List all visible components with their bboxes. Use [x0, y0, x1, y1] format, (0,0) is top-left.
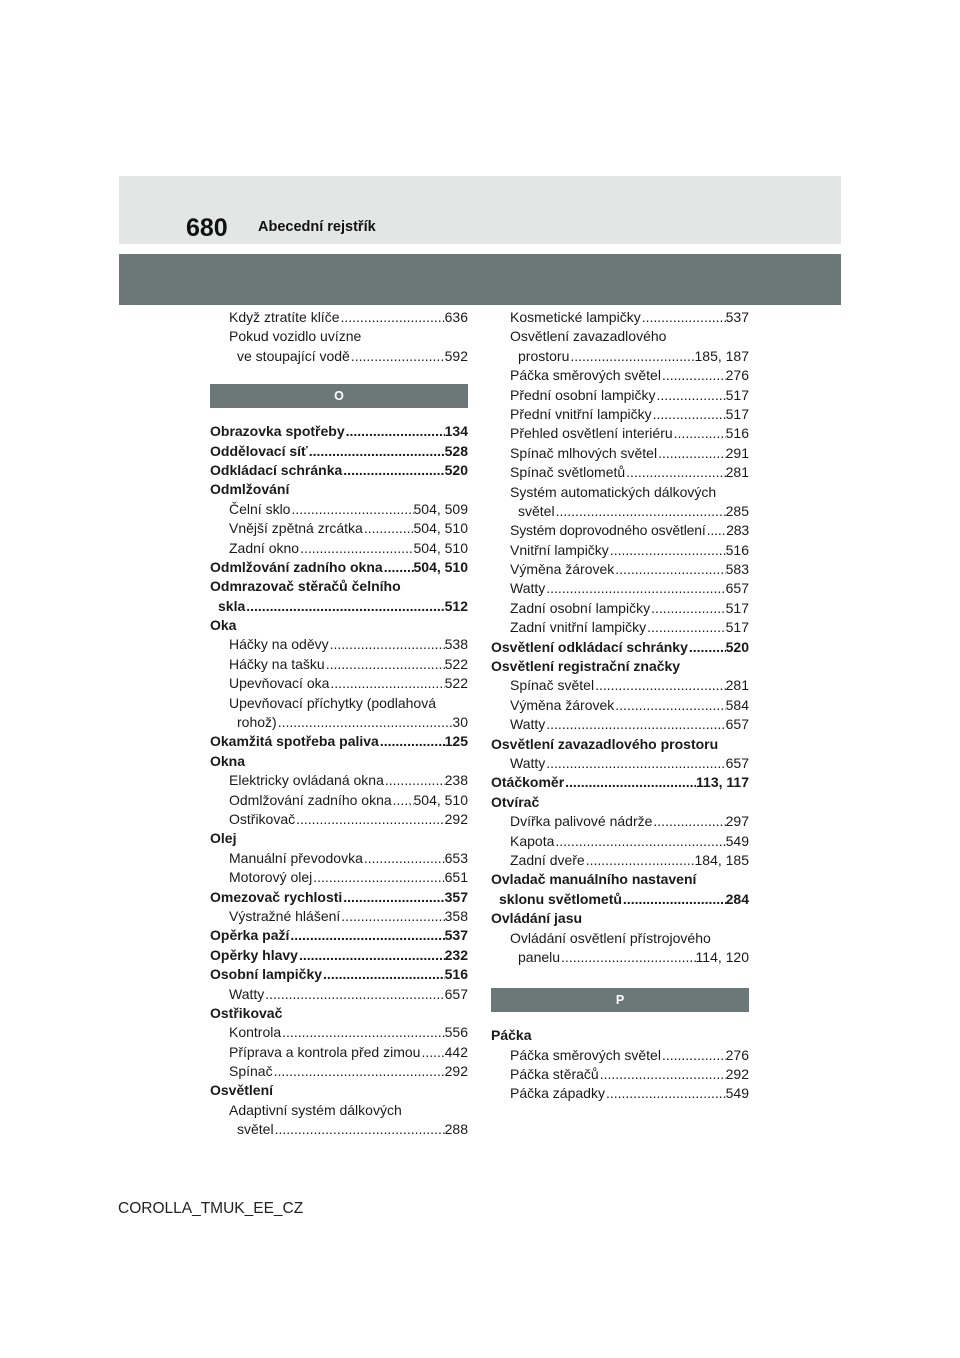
dot-leader [274, 1120, 445, 1139]
index-entry [491, 948, 749, 967]
entry-page-ref: 283 [726, 522, 749, 539]
entry-term: Omezovač rychlosti [210, 888, 343, 905]
dot-leader [363, 519, 414, 538]
index-entry [491, 424, 749, 443]
dot-leader [564, 773, 696, 792]
index-entry [210, 713, 468, 732]
entry-term: Dvířka palivové nádrže [510, 813, 653, 830]
entry-page-ref: 583 [725, 561, 749, 578]
entry-term: Okna [210, 752, 246, 769]
entry-term: Osvětlení odkládací schránky [491, 638, 688, 655]
entry-term: Odmlžování [210, 481, 290, 498]
dot-leader [688, 638, 726, 657]
entry-page-ref: 288 [444, 1121, 468, 1138]
entry-term: Otáčkoměr [491, 774, 565, 791]
entry-term: Vnější zpětná zrcátka [229, 520, 363, 537]
dot-leader [342, 461, 444, 480]
entry-page-ref: 284 [725, 890, 749, 907]
index-entry [210, 1004, 468, 1023]
entry-term: Odmlžování zadního okna [210, 558, 383, 575]
entry-page-ref: 549 [725, 1085, 749, 1102]
entry-page-ref: 516 [725, 425, 749, 442]
dot-leader [363, 849, 445, 868]
index-entry [491, 327, 749, 346]
entry-term: Watty [510, 580, 546, 597]
entry-term: prostoru [518, 347, 570, 364]
index-entry [491, 1065, 749, 1084]
entry-term: Odkládací schránka [210, 461, 343, 478]
right-entries-before [491, 308, 749, 967]
dot-leader [340, 907, 444, 926]
dot-leader [706, 521, 726, 540]
entry-term: Ostřikovač [210, 1004, 283, 1021]
index-entry [491, 521, 749, 540]
entry-term: Výstražné hlášení [229, 907, 341, 924]
index-entry [210, 597, 468, 616]
index-entry [210, 442, 468, 461]
entry-term: Watty [229, 985, 265, 1002]
index-entry [210, 308, 468, 327]
dot-leader [273, 1062, 445, 1081]
index-entry [491, 347, 749, 366]
index-entry [491, 599, 749, 618]
index-column-right [491, 308, 749, 1104]
entry-term: Ovladač manuálního nastavení [491, 871, 697, 888]
index-entry [491, 366, 749, 385]
index-entry [210, 849, 468, 868]
entry-page-ref: 517 [725, 599, 749, 616]
entry-page-ref: 30 [452, 714, 468, 731]
entry-term: Opěrky hlavy [210, 946, 298, 963]
entry-term: Systém doprovodného osvětlení [510, 522, 706, 539]
entry-page-ref: 657 [725, 716, 749, 733]
index-entry [491, 386, 749, 405]
index-entry [210, 868, 468, 887]
index-entry [210, 985, 468, 1004]
entry-page-ref: 537 [444, 927, 468, 944]
entry-term: Páčka [491, 1027, 532, 1044]
dot-leader [555, 502, 726, 521]
entry-term: světel [237, 1121, 274, 1138]
entry-term: rohož) [237, 714, 277, 731]
index-entry [210, 965, 468, 984]
entry-term: Zadní okno [229, 539, 300, 556]
entry-term: světel [518, 502, 555, 519]
dot-leader [290, 500, 413, 519]
entry-term: Přehled osvětlení interiéru [510, 425, 673, 442]
entry-page-ref: 442 [444, 1043, 468, 1060]
entry-term: Ostřikovač [229, 810, 296, 827]
entry-page-ref: 125 [444, 733, 468, 750]
index-entry [491, 696, 749, 715]
index-entry [491, 463, 749, 482]
entry-page-ref: 504, 510 [413, 520, 468, 537]
index-entry [210, 926, 468, 945]
header-dark-bar [119, 254, 841, 305]
entry-page-ref: 276 [725, 1046, 749, 1063]
entry-term: panelu [518, 948, 561, 965]
entry-page-ref: 285 [725, 502, 749, 519]
dot-leader [646, 618, 725, 637]
entry-term: Motorový olej [229, 869, 313, 886]
entry-term: Zadní vnitřní lampičky [510, 619, 647, 636]
dot-leader [245, 597, 444, 616]
index-entry [210, 327, 468, 346]
entry-term: Osobní lampičky [210, 966, 323, 983]
dot-leader [312, 868, 444, 887]
entry-page-ref: 520 [444, 461, 468, 478]
dot-leader [609, 541, 726, 560]
entry-page-ref: 549 [725, 832, 749, 849]
index-entry [491, 1084, 749, 1103]
index-entry [210, 655, 468, 674]
index-entry [210, 422, 468, 441]
dot-leader [585, 851, 695, 870]
entry-term: sklonu světlometů [499, 890, 622, 907]
index-entry [491, 909, 749, 928]
entry-term: Adaptivní systém dálkových [229, 1101, 402, 1118]
entry-term: Háčky na tašku [229, 655, 325, 672]
entry-page-ref: 357 [444, 888, 468, 905]
dot-leader [661, 366, 726, 385]
entry-term: Odmlžování zadního okna [229, 791, 392, 808]
dot-leader [299, 539, 413, 558]
index-entry [210, 946, 468, 965]
dot-leader [383, 558, 414, 577]
entry-term: Oka [210, 617, 237, 634]
index-entry [491, 638, 749, 657]
index-entry [210, 1120, 468, 1139]
entry-page-ref: 184, 185 [694, 851, 749, 868]
entry-term: Háčky na oděvy [229, 636, 329, 653]
index-entry [491, 929, 749, 948]
dot-leader [277, 713, 453, 732]
index-entry [210, 500, 468, 519]
index-entry [491, 851, 749, 870]
index-entry [491, 754, 749, 773]
dot-leader [594, 676, 726, 695]
dot-leader [657, 444, 726, 463]
entry-page-ref: 517 [725, 405, 749, 422]
entry-term: Kapota [510, 832, 555, 849]
entry-term: skla [218, 597, 246, 614]
index-entry [491, 890, 749, 909]
entry-page-ref: 584 [725, 696, 749, 713]
index-entry [210, 771, 468, 790]
index-entry [491, 715, 749, 734]
dot-leader [650, 599, 726, 618]
entry-term: Spínač [229, 1063, 273, 1080]
dot-leader [329, 635, 445, 654]
index-entry [491, 793, 749, 812]
entry-term: Kosmetické lampičky [510, 309, 641, 325]
dot-leader [545, 579, 725, 598]
index-entry [210, 1101, 468, 1120]
entry-term: Oddělovací síť [210, 442, 308, 459]
entry-page-ref: 134 [444, 423, 468, 440]
dot-leader [322, 965, 445, 984]
entry-page-ref: 297 [725, 813, 749, 830]
index-entry [210, 752, 468, 771]
entry-page-ref: 537 [725, 309, 749, 325]
index-entry [210, 461, 468, 480]
left-entries-after [210, 422, 468, 1139]
entry-page-ref: 516 [725, 541, 749, 558]
index-entry [491, 870, 749, 889]
entry-term: Manuální převodovka [229, 849, 363, 866]
index-entry [491, 541, 749, 560]
dot-leader [622, 890, 726, 909]
entry-page-ref: 504, 510 [413, 791, 468, 808]
dot-leader [289, 926, 444, 945]
entry-term: Čelní sklo [229, 500, 291, 517]
entry-page-ref: 113, 117 [696, 774, 749, 791]
index-entry [491, 405, 749, 424]
entry-term: Kontrola [229, 1024, 282, 1041]
page-title: Abecední rejstřík [258, 219, 376, 235]
index-entry [210, 577, 468, 596]
entry-page-ref: 522 [444, 675, 468, 692]
dot-leader [308, 442, 445, 461]
entry-page-ref: 504, 510 [413, 539, 468, 556]
entry-page-ref: 291 [725, 444, 749, 461]
index-entry [210, 1043, 468, 1062]
index-entry [491, 773, 749, 792]
dot-leader [656, 386, 726, 405]
dot-leader [420, 1043, 444, 1062]
left-entries-before [210, 308, 468, 366]
entry-term: Příprava a kontrola před zimou [229, 1043, 421, 1060]
entry-term: Watty [510, 754, 546, 771]
entry-page-ref: 657 [725, 580, 749, 597]
entry-term: Osvětlení zavazadlového prostoru [491, 735, 719, 752]
entry-term: Páčka směrových světel [510, 1046, 661, 1063]
dot-leader [379, 732, 445, 751]
entry-term: Výměna žárovek [510, 561, 615, 578]
entry-term: Opěrka paží [210, 927, 290, 944]
entry-term: Pokud vozidlo uvízne [229, 328, 362, 345]
index-entry [210, 635, 468, 654]
index-entry [491, 676, 749, 695]
entry-term: Páčka směrových světel [510, 367, 661, 384]
entry-page-ref: 657 [725, 754, 749, 771]
index-entry [210, 519, 468, 538]
index-entry [491, 579, 749, 598]
index-entry [491, 502, 749, 521]
entry-page-ref: 636 [444, 309, 468, 325]
dot-leader [605, 1084, 726, 1103]
dot-leader [641, 308, 726, 327]
index-entry [210, 616, 468, 635]
entry-term: Elektricky ovládaná okna [229, 772, 384, 789]
dot-leader [560, 948, 695, 967]
index-entry [491, 1046, 749, 1065]
entry-term: Přední osobní lampičky [510, 386, 656, 403]
entry-page-ref: 517 [725, 386, 749, 403]
index-entry [491, 657, 749, 676]
index-entry [491, 735, 749, 754]
dot-leader [264, 985, 444, 1004]
entry-page-ref: 538 [444, 636, 468, 653]
entry-term: Otvírač [491, 793, 540, 810]
index-entry [210, 810, 468, 829]
entry-term: Spínač mlhových světel [510, 444, 658, 461]
dot-leader [345, 422, 445, 441]
entry-term: Okamžitá spotřeba paliva [210, 733, 379, 750]
index-entry [210, 907, 468, 926]
index-column-left [210, 308, 468, 1140]
entry-term: Páčka stěračů [510, 1066, 599, 1083]
index-entry [210, 732, 468, 751]
entry-term: Osvětlení [210, 1082, 274, 1099]
index-entry [491, 1026, 749, 1045]
entry-term: Olej [210, 830, 237, 847]
dot-leader [342, 888, 444, 907]
section-header-o: O [210, 384, 468, 408]
index-entry [210, 1062, 468, 1081]
entry-term: Ovládání jasu [491, 910, 583, 927]
entry-page-ref: 520 [725, 638, 749, 655]
entry-term: Spínač světel [510, 677, 595, 694]
dot-leader [545, 715, 725, 734]
entry-page-ref: 592 [444, 347, 468, 364]
index-entry [491, 618, 749, 637]
entry-term: Přední vnitřní lampičky [510, 405, 652, 422]
entry-page-ref: 504, 509 [413, 500, 468, 517]
dot-leader [350, 347, 445, 366]
entry-page-ref: 358 [444, 907, 468, 924]
entry-term: Spínač světlometů [510, 464, 626, 481]
entry-page-ref: 185, 187 [694, 347, 749, 364]
section-header-p: P [491, 988, 749, 1012]
entry-page-ref: 651 [444, 869, 468, 886]
entry-page-ref: 522 [444, 655, 468, 672]
dot-leader [329, 674, 444, 693]
dot-leader [652, 812, 725, 831]
dot-leader [384, 771, 445, 790]
entry-page-ref: 512 [444, 597, 468, 614]
dot-leader [569, 347, 694, 366]
entry-page-ref: 114, 120 [695, 948, 749, 965]
entry-term: Vnitřní lampičky [510, 541, 609, 558]
entry-term: Odmrazovač stěračů čelního [210, 578, 401, 595]
entry-term: ve stoupající vodě [237, 347, 350, 364]
dot-leader [625, 463, 725, 482]
dot-leader [295, 810, 445, 829]
entry-page-ref: 517 [725, 619, 749, 636]
index-entry [491, 812, 749, 831]
dot-leader [298, 946, 445, 965]
index-entry [210, 829, 468, 848]
entry-term: Zadní osobní lampičky [510, 599, 651, 616]
entry-term: Když ztratíte klíče [229, 309, 340, 325]
index-entry [491, 308, 749, 327]
index-entry [491, 560, 749, 579]
entry-page-ref: 281 [725, 677, 749, 694]
dot-leader [392, 791, 414, 810]
entry-page-ref: 292 [725, 1066, 749, 1083]
entry-page-ref: 657 [444, 985, 468, 1002]
entry-term: Osvětlení zavazadlového [510, 328, 667, 345]
index-entry [210, 1023, 468, 1042]
entry-page-ref: 276 [725, 367, 749, 384]
entry-page-ref: 653 [444, 849, 468, 866]
index-entry [491, 832, 749, 851]
index-entry [491, 444, 749, 463]
index-entry [210, 694, 468, 713]
entry-page-ref: 292 [444, 810, 468, 827]
dot-leader [325, 655, 445, 674]
entry-term: Upevňovací oka [229, 675, 330, 692]
entry-term: Systém automatických dálkových [510, 483, 717, 500]
entry-term: Páčka západky [510, 1085, 605, 1102]
entry-page-ref: 556 [444, 1024, 468, 1041]
entry-term: Obrazovka spotřeby [210, 423, 345, 440]
dot-leader [554, 832, 725, 851]
index-entry [210, 888, 468, 907]
dot-leader [614, 696, 725, 715]
index-entry [210, 674, 468, 693]
entry-page-ref: 232 [444, 946, 468, 963]
right-entries-after [491, 1026, 749, 1104]
entry-term: Osvětlení registrační značky [491, 658, 681, 675]
dot-leader [339, 308, 444, 327]
entry-term: Watty [510, 716, 546, 733]
index-entry [210, 347, 468, 366]
dot-leader [545, 754, 725, 773]
index-entry [491, 483, 749, 502]
index-entry [210, 558, 468, 577]
index-entry [210, 1081, 468, 1100]
dot-leader [281, 1023, 444, 1042]
entry-page-ref: 238 [444, 772, 468, 789]
entry-term: Výměna žárovek [510, 696, 615, 713]
page-number: 680 [186, 214, 228, 242]
entry-term: Zadní dveře [510, 851, 585, 868]
entry-page-ref: 504, 510 [413, 558, 468, 575]
index-entry [210, 791, 468, 810]
entry-page-ref: 516 [444, 966, 468, 983]
entry-page-ref: 281 [725, 464, 749, 481]
index-entry [210, 480, 468, 499]
index-entry [210, 539, 468, 558]
dot-leader [652, 405, 726, 424]
entry-page-ref: 528 [444, 442, 468, 459]
dot-leader [614, 560, 725, 579]
document-code: COROLLA_TMUK_EE_CZ [118, 1200, 304, 1217]
entry-page-ref: 292 [444, 1063, 468, 1080]
dot-leader [661, 1046, 726, 1065]
entry-term: Ovládání osvětlení přístrojového [510, 929, 711, 946]
entry-term: Upevňovací příchytky (podlahová [229, 694, 436, 711]
dot-leader [673, 424, 726, 443]
dot-leader [599, 1065, 726, 1084]
